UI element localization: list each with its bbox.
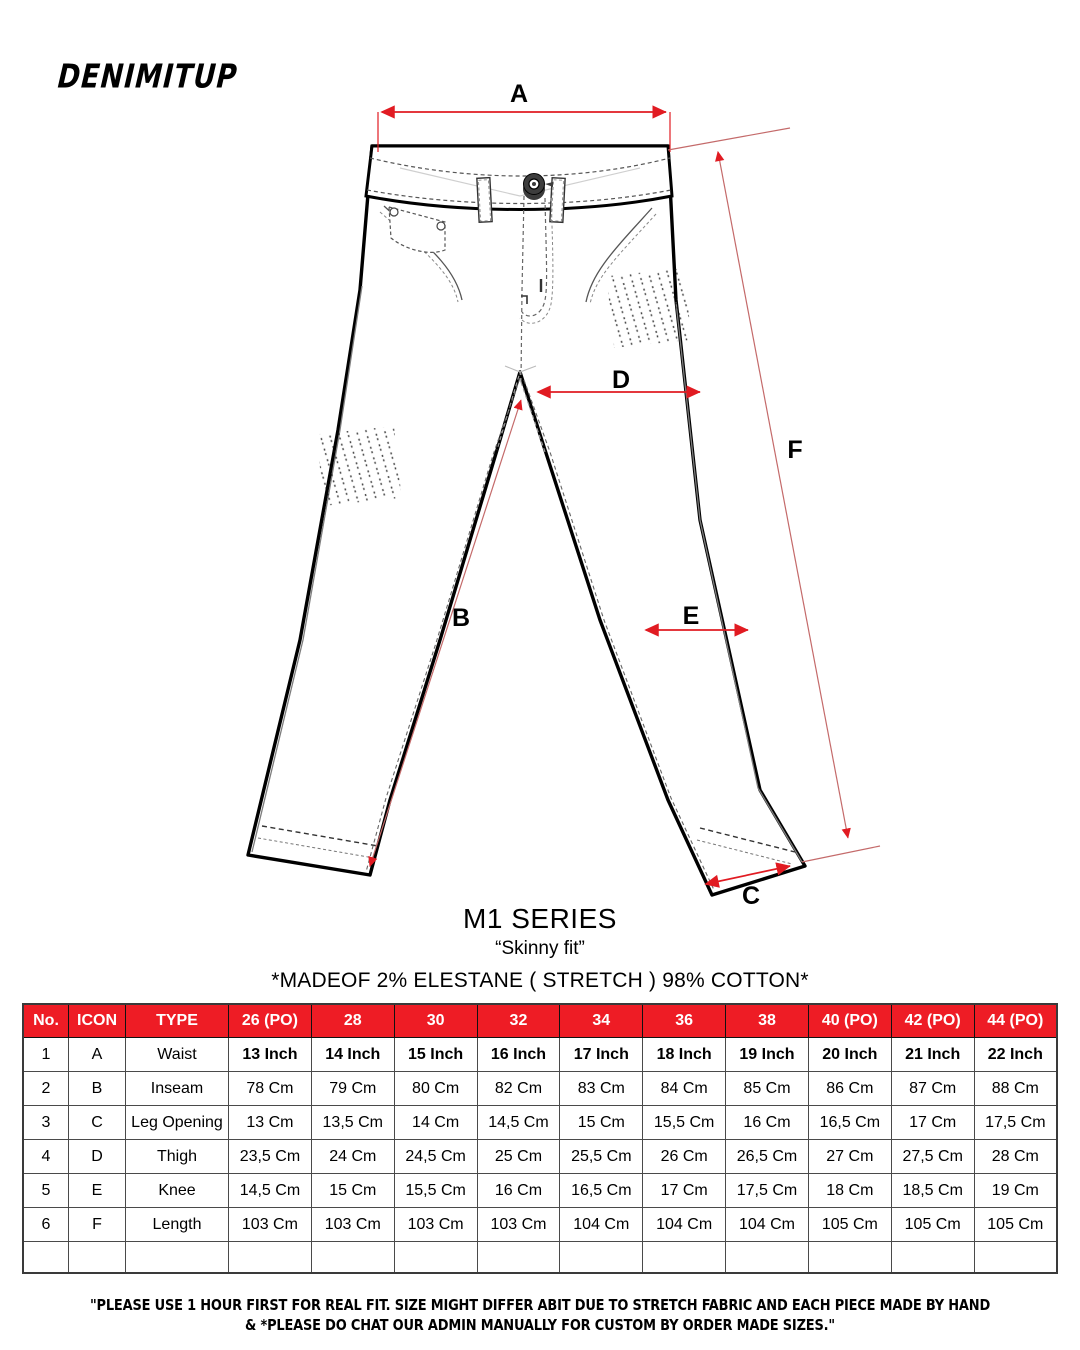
cell-measurement: 104 Cm bbox=[560, 1208, 643, 1242]
cell-measurement bbox=[726, 1242, 809, 1274]
cell-measurement: 27,5 Cm bbox=[891, 1140, 974, 1174]
cell-measurement: 16,5 Cm bbox=[560, 1174, 643, 1208]
cell-measurement: 27 Cm bbox=[808, 1140, 891, 1174]
cell-measurement: 26 Cm bbox=[643, 1140, 726, 1174]
cell-icon: A bbox=[69, 1038, 126, 1072]
cell-type bbox=[126, 1242, 229, 1274]
cell-type: Thigh bbox=[126, 1140, 229, 1174]
cell-measurement: 14 Inch bbox=[311, 1038, 394, 1072]
col-header-size-42: 42 (PO) bbox=[891, 1004, 974, 1038]
cell-measurement: 24 Cm bbox=[311, 1140, 394, 1174]
cell-measurement: 28 Cm bbox=[974, 1140, 1057, 1174]
cell-no: 4 bbox=[23, 1140, 69, 1174]
cell-measurement: 85 Cm bbox=[726, 1072, 809, 1106]
cell-measurement bbox=[643, 1242, 726, 1274]
cell-measurement: 13,5 Cm bbox=[311, 1106, 394, 1140]
cell-measurement: 104 Cm bbox=[643, 1208, 726, 1242]
cell-no: 6 bbox=[23, 1208, 69, 1242]
cell-measurement: 19 Cm bbox=[974, 1174, 1057, 1208]
size-table-wrapper bbox=[22, 1003, 1058, 1274]
cell-no bbox=[23, 1242, 69, 1274]
table-row bbox=[23, 1208, 1057, 1242]
cell-measurement: 23,5 Cm bbox=[229, 1140, 312, 1174]
cell-measurement: 83 Cm bbox=[560, 1072, 643, 1106]
cell-measurement: 17 Cm bbox=[643, 1174, 726, 1208]
cell-measurement: 14,5 Cm bbox=[229, 1174, 312, 1208]
cell-icon bbox=[69, 1242, 126, 1274]
cell-measurement: 21 Inch bbox=[891, 1038, 974, 1072]
cell-type: Inseam bbox=[126, 1072, 229, 1106]
cell-measurement: 17 Inch bbox=[560, 1038, 643, 1072]
cell-measurement: 84 Cm bbox=[643, 1072, 726, 1106]
size-table-body bbox=[23, 1038, 1057, 1274]
cell-measurement: 15 Cm bbox=[560, 1106, 643, 1140]
cell-measurement bbox=[808, 1242, 891, 1274]
cell-type: Length bbox=[126, 1208, 229, 1242]
cell-measurement: 19 Inch bbox=[726, 1038, 809, 1072]
col-header-size-32: 32 bbox=[477, 1004, 560, 1038]
cell-measurement: 103 Cm bbox=[477, 1208, 560, 1242]
cell-measurement: 15 Cm bbox=[311, 1174, 394, 1208]
cell-measurement bbox=[477, 1242, 560, 1274]
cell-type: Waist bbox=[126, 1038, 229, 1072]
cell-measurement: 80 Cm bbox=[394, 1072, 477, 1106]
cell-measurement: 16 Cm bbox=[726, 1106, 809, 1140]
footer-note bbox=[0, 1295, 1080, 1335]
cell-measurement: 105 Cm bbox=[974, 1208, 1057, 1242]
product-caption bbox=[0, 902, 1080, 996]
table-row bbox=[23, 1038, 1057, 1072]
table-row bbox=[23, 1242, 1057, 1274]
col-header-size-38: 38 bbox=[726, 1004, 809, 1038]
cell-measurement: 14 Cm bbox=[394, 1106, 477, 1140]
cell-type: Knee bbox=[126, 1174, 229, 1208]
cell-measurement bbox=[229, 1242, 312, 1274]
cell-type: Leg Opening bbox=[126, 1106, 229, 1140]
cell-measurement: 26,5 Cm bbox=[726, 1140, 809, 1174]
fit-subtitle: “Skinny fit” bbox=[495, 938, 585, 959]
cell-no: 2 bbox=[23, 1072, 69, 1106]
cell-measurement: 16 Cm bbox=[477, 1174, 560, 1208]
cell-measurement: 16,5 Cm bbox=[808, 1106, 891, 1140]
col-header-size-30: 30 bbox=[394, 1004, 477, 1038]
dimension-label-a: A bbox=[509, 80, 529, 108]
cell-measurement bbox=[891, 1242, 974, 1274]
cell-measurement bbox=[974, 1242, 1057, 1274]
footer-line-2: & *PLEASE DO CHAT OUR ADMIN MANUALLY FOR CUSTOM BY ORDER MADE SIZES." bbox=[245, 1316, 835, 1334]
brand-logo: DENIMITUP bbox=[53, 58, 242, 96]
cell-measurement: 103 Cm bbox=[394, 1208, 477, 1242]
jeans-outline bbox=[248, 146, 805, 895]
col-header-icon: ICON bbox=[69, 1004, 126, 1038]
cell-icon: C bbox=[69, 1106, 126, 1140]
dimension-label-b: B bbox=[451, 604, 471, 632]
cell-measurement: 13 Cm bbox=[229, 1106, 312, 1140]
cell-measurement: 79 Cm bbox=[311, 1072, 394, 1106]
cell-measurement: 105 Cm bbox=[808, 1208, 891, 1242]
cell-measurement: 16 Inch bbox=[477, 1038, 560, 1072]
dimension-label-c: C bbox=[741, 882, 761, 905]
footer-line-1: "PLEASE USE 1 HOUR FIRST FOR REAL FIT. SIZE MIGHT DIFFER ABIT DUE TO STRETCH FABRIC AND EACH PIECE MADE BY HAND bbox=[89, 1296, 991, 1314]
col-header-size-26: 26 (PO) bbox=[229, 1004, 312, 1038]
cell-icon: B bbox=[69, 1072, 126, 1106]
col-header-no: No. bbox=[23, 1004, 69, 1038]
cell-measurement: 18,5 Cm bbox=[891, 1174, 974, 1208]
cell-measurement: 17,5 Cm bbox=[726, 1174, 809, 1208]
cell-measurement: 20 Inch bbox=[808, 1038, 891, 1072]
col-header-size-44: 44 (PO) bbox=[974, 1004, 1057, 1038]
cell-icon: D bbox=[69, 1140, 126, 1174]
cell-measurement: 15,5 Cm bbox=[394, 1174, 477, 1208]
material-note: *MADEOF 2% ELESTANE ( STRETCH ) 98% COTTON* bbox=[271, 969, 809, 992]
cell-measurement: 105 Cm bbox=[891, 1208, 974, 1242]
col-header-size-40: 40 (PO) bbox=[808, 1004, 891, 1038]
size-table bbox=[22, 1003, 1058, 1274]
cell-measurement: 18 Inch bbox=[643, 1038, 726, 1072]
cell-measurement: 17,5 Cm bbox=[974, 1106, 1057, 1140]
cell-measurement: 14,5 Cm bbox=[477, 1106, 560, 1140]
cell-measurement bbox=[560, 1242, 643, 1274]
cell-measurement: 103 Cm bbox=[229, 1208, 312, 1242]
cell-measurement: 104 Cm bbox=[726, 1208, 809, 1242]
cell-measurement: 15 Inch bbox=[394, 1038, 477, 1072]
dimension-label-e: E bbox=[682, 602, 700, 630]
cell-measurement: 18 Cm bbox=[808, 1174, 891, 1208]
cell-no: 3 bbox=[23, 1106, 69, 1140]
cell-measurement: 103 Cm bbox=[311, 1208, 394, 1242]
cell-measurement: 17 Cm bbox=[891, 1106, 974, 1140]
cell-measurement: 82 Cm bbox=[477, 1072, 560, 1106]
cell-measurement: 13 Inch bbox=[229, 1038, 312, 1072]
cell-measurement: 25 Cm bbox=[477, 1140, 560, 1174]
col-header-size-28: 28 bbox=[311, 1004, 394, 1038]
col-header-type: TYPE bbox=[126, 1004, 229, 1038]
series-title: M1 SERIES bbox=[463, 903, 617, 934]
cell-measurement: 86 Cm bbox=[808, 1072, 891, 1106]
table-header-row bbox=[23, 1004, 1057, 1038]
cell-measurement bbox=[394, 1242, 477, 1274]
table-row bbox=[23, 1072, 1057, 1106]
cell-measurement: 22 Inch bbox=[974, 1038, 1057, 1072]
cell-no: 5 bbox=[23, 1174, 69, 1208]
dimension-label-f: F bbox=[787, 436, 803, 464]
col-header-size-36: 36 bbox=[643, 1004, 726, 1038]
cell-measurement: 88 Cm bbox=[974, 1072, 1057, 1106]
cell-measurement: 25,5 Cm bbox=[560, 1140, 643, 1174]
cell-measurement bbox=[311, 1242, 394, 1274]
table-row bbox=[23, 1106, 1057, 1140]
cell-no: 1 bbox=[23, 1038, 69, 1072]
dimension-label-d: D bbox=[611, 366, 631, 394]
col-header-size-34: 34 bbox=[560, 1004, 643, 1038]
table-row bbox=[23, 1174, 1057, 1208]
cell-measurement: 15,5 Cm bbox=[643, 1106, 726, 1140]
cell-icon: E bbox=[69, 1174, 126, 1208]
cell-measurement: 78 Cm bbox=[229, 1072, 312, 1106]
cell-icon: F bbox=[69, 1208, 126, 1242]
cell-measurement: 24,5 Cm bbox=[394, 1140, 477, 1174]
table-row bbox=[23, 1140, 1057, 1174]
cell-measurement: 87 Cm bbox=[891, 1072, 974, 1106]
